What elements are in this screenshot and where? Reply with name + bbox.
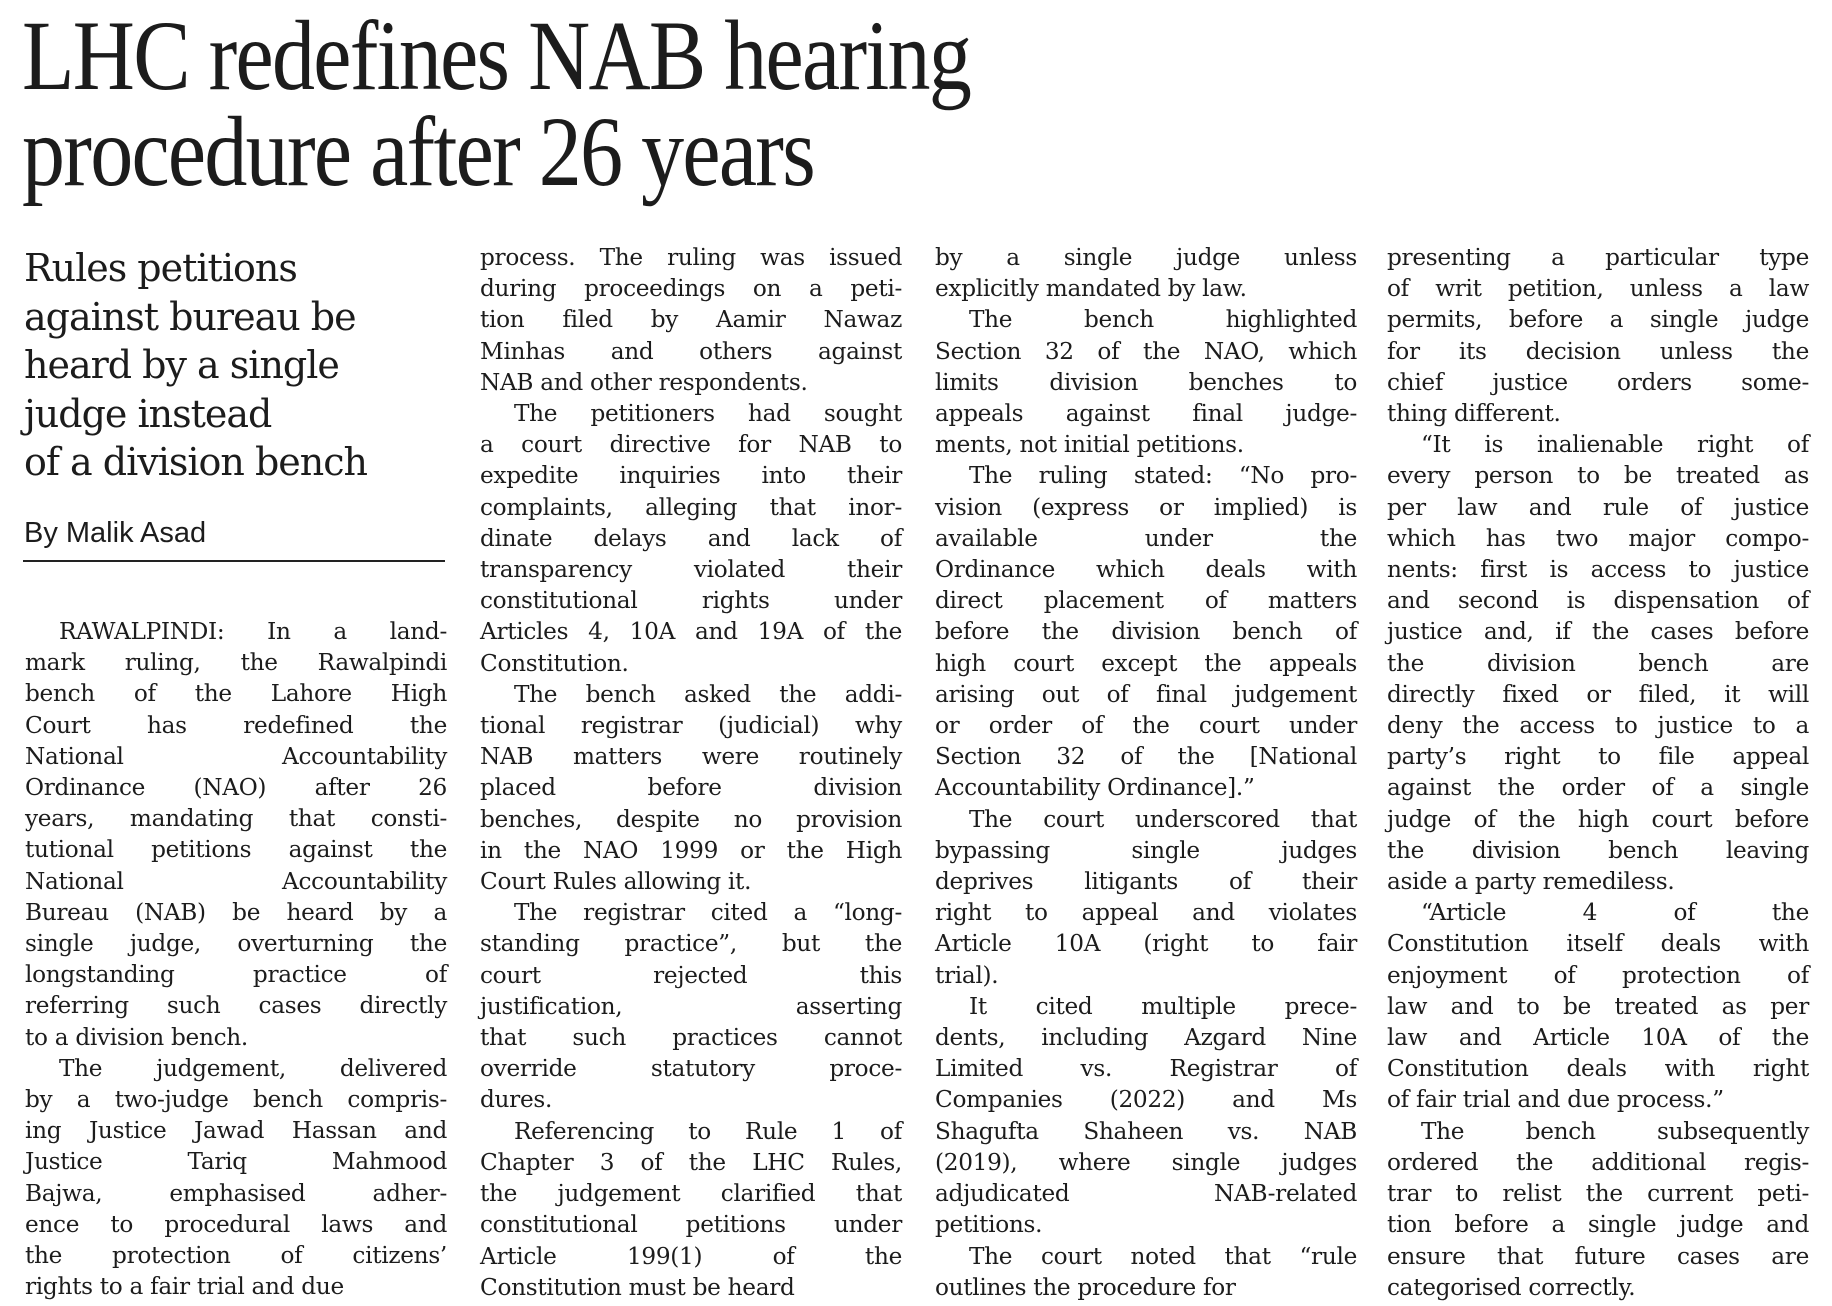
text-line: tion before a single judge and	[1387, 1211, 1809, 1239]
article-column-1	[25, 616, 447, 1302]
subheadline	[24, 244, 454, 487]
text-line: The court noted that “rule	[969, 1242, 1357, 1270]
paragraph	[25, 616, 447, 1053]
text-line: override statutory proce-	[480, 1055, 902, 1083]
text-line: longstanding practice of	[25, 961, 447, 989]
text-line: of fair trial and due process.”	[1387, 1086, 1724, 1114]
text-line: Article 199(1) of the	[480, 1242, 902, 1270]
text-line: tion filed by Aamir Nawaz	[480, 306, 902, 334]
text-line: aside a party remediless.	[1387, 868, 1675, 896]
text-line: deprives litigants of their	[935, 868, 1357, 896]
text-line: placed before division	[480, 774, 902, 802]
text-line: ence to procedural laws and	[25, 1210, 447, 1238]
text-line: mark ruling, the Rawalpindi	[25, 649, 447, 677]
text-line: that such practices cannot	[480, 1024, 902, 1052]
text-line: Constitution deals with right	[1387, 1055, 1809, 1083]
text-line: tutional petitions against the	[25, 836, 447, 864]
text-line: constitutional petitions under	[480, 1211, 902, 1239]
paragraph	[1387, 429, 1809, 897]
text-line: expedite inquiries into their	[480, 462, 902, 490]
text-line: ments, not initial petitions.	[935, 431, 1244, 459]
text-line: Court Rules allowing it.	[480, 868, 752, 896]
text-line: transparency violated their	[480, 556, 902, 584]
text-line: process. The ruling was issued	[480, 244, 902, 271]
text-line: chief justice orders some-	[1387, 368, 1809, 396]
text-line: Shagufta Shaheen vs. NAB	[935, 1117, 1357, 1145]
text-line: dinate delays and lack of	[480, 524, 902, 552]
text-line: National Accountability	[25, 867, 447, 895]
text-line: judge of the high court before	[1387, 805, 1809, 833]
text-line: high court except the appeals	[935, 649, 1357, 677]
text-line: Constitution must be heard	[480, 1273, 795, 1301]
text-line: directly fixed or filed, it will	[1387, 680, 1809, 708]
paragraph	[1387, 1116, 1809, 1303]
text-line: categorised correctly.	[1387, 1273, 1636, 1301]
text-line: The petitioners had sought	[514, 400, 902, 428]
paragraph	[935, 804, 1357, 991]
text-line: vision (express or implied) is	[935, 493, 1357, 521]
paragraph	[480, 398, 902, 679]
text-line: Court has redefined the	[25, 711, 447, 739]
paragraph	[935, 1241, 1357, 1303]
text-line: It cited multiple prece-	[969, 992, 1357, 1020]
text-line: which has two major compo-	[1387, 524, 1809, 552]
paragraph	[480, 242, 902, 398]
paragraph	[935, 460, 1357, 803]
text-line: The judgement, delivered	[59, 1054, 447, 1082]
text-line: by a single judge unless	[935, 244, 1357, 271]
text-line: before the division bench of	[935, 618, 1357, 646]
text-line: ing Justice Jawad Hassan and	[25, 1117, 447, 1145]
text-line: Constitution itself deals with	[1387, 930, 1809, 958]
text-line: to a division bench.	[25, 1023, 248, 1051]
paragraph	[935, 991, 1357, 1241]
paragraph	[1387, 897, 1809, 1115]
text-line: standing practice”, but the	[480, 930, 902, 958]
text-line: for its decision unless the	[1387, 337, 1809, 365]
subheadline-line: judge instead	[24, 391, 272, 436]
text-line: permits, before a single judge	[1387, 306, 1809, 334]
text-line: justification, asserting	[480, 992, 902, 1020]
text-line: law and to be treated as per	[1387, 992, 1809, 1020]
text-line: Constitution.	[480, 649, 629, 677]
text-line: every person to be treated as	[1387, 462, 1809, 490]
paragraph	[1387, 242, 1809, 429]
paragraph	[480, 897, 902, 1115]
text-line: law and Article 10A of the	[1387, 1024, 1809, 1052]
text-line: ordered the additional regis-	[1387, 1148, 1809, 1176]
text-line: dents, including Azgard Nine	[935, 1024, 1357, 1052]
text-line: Article 10A (right to fair	[935, 930, 1357, 958]
byline-divider	[23, 560, 445, 562]
text-line: Minhas and others against	[480, 337, 902, 365]
text-line: explicitly mandated by law.	[935, 275, 1247, 303]
text-line: against the order of a single	[1387, 774, 1809, 802]
text-line: dures.	[480, 1086, 553, 1114]
text-line: ensure that future cases are	[1387, 1242, 1809, 1270]
text-line: outlines the procedure for	[935, 1273, 1236, 1301]
text-line: arising out of final judgement	[935, 680, 1357, 708]
text-line: trar to relist the current peti-	[1387, 1180, 1809, 1208]
text-line: Bureau (NAB) be heard by a	[25, 898, 447, 926]
text-line: available under the	[935, 524, 1357, 552]
text-line: The bench asked the addi-	[514, 680, 902, 708]
text-line: nents: first is access to justice	[1387, 556, 1809, 584]
article-column-4	[1387, 242, 1809, 1303]
text-line: Limited vs. Registrar of	[935, 1055, 1357, 1083]
text-line: right to appeal and violates	[935, 899, 1357, 927]
text-line: bench of the Lahore High	[25, 680, 447, 708]
text-line: Section 32 of the [National	[935, 743, 1357, 771]
text-line: direct placement of matters	[935, 587, 1357, 615]
text-line: Accountability Ordinance].”	[935, 774, 1255, 802]
text-line: trial).	[935, 961, 999, 989]
subheadline-line: Rules petitions	[24, 246, 297, 290]
text-line: RAWALPINDI: In a land-	[59, 618, 447, 645]
text-line: the protection of citizens’	[25, 1242, 447, 1270]
text-line: deny the access to justice to a	[1387, 712, 1809, 740]
text-line: (2019), where single judges	[935, 1148, 1357, 1176]
text-line: a court directive for NAB to	[480, 431, 902, 459]
text-line: party’s right to file appeal	[1387, 743, 1809, 771]
paragraph	[935, 304, 1357, 460]
text-line: Section 32 of the NAO, which	[935, 337, 1357, 365]
text-line: thing different.	[1387, 400, 1561, 428]
text-line: constitutional rights under	[480, 587, 902, 615]
article-column-3	[935, 242, 1357, 1303]
subheadline-line: of a division bench	[24, 440, 367, 484]
text-line: by a two-judge bench compris-	[25, 1086, 447, 1114]
text-line: per law and rule of justice	[1387, 493, 1809, 521]
text-line: the division bench leaving	[1387, 836, 1809, 864]
headline	[22, 0, 1553, 207]
text-line: and second is dispensation of	[1387, 587, 1809, 615]
text-line: years, mandating that consti-	[25, 805, 447, 833]
text-line: or order of the court under	[935, 712, 1357, 740]
text-line: National Accountability	[25, 742, 447, 770]
text-line: single judge, overturning the	[25, 930, 447, 958]
text-line: The court underscored that	[969, 805, 1357, 833]
text-line: Companies (2022) and Ms	[935, 1086, 1357, 1114]
paragraph	[480, 1116, 902, 1303]
paragraph	[480, 679, 902, 897]
text-line: in the NAO 1999 or the High	[480, 836, 902, 864]
text-line: adjudicated NAB-related	[935, 1180, 1357, 1208]
byline: By Malik Asad	[24, 517, 207, 549]
text-line: “It is inalienable right of	[1421, 431, 1809, 459]
text-line: NAB matters were routinely	[480, 743, 902, 771]
headline-line-1: LHC redefines NAB hearing	[22, 0, 971, 111]
text-line: Justice Tariq Mahmood	[25, 1148, 447, 1176]
text-line: the judgement clarified that	[480, 1180, 902, 1208]
text-line: justice and, if the cases before	[1387, 618, 1809, 646]
text-line: the division bench are	[1387, 649, 1809, 677]
text-line: Bajwa, emphasised adher-	[25, 1179, 447, 1207]
text-line: bypassing single judges	[935, 836, 1357, 864]
text-line: appeals against final judge-	[935, 400, 1357, 428]
text-line: complaints, alleging that inor-	[480, 493, 902, 521]
text-line: The bench subsequently	[1421, 1117, 1809, 1145]
text-line: Ordinance (NAO) after 26	[25, 774, 447, 802]
text-line: Articles 4, 10A and 19A of the	[480, 618, 902, 646]
text-line: rights to a fair trial and due	[25, 1273, 344, 1301]
text-line: benches, despite no provision	[480, 805, 902, 833]
subheadline-line: against bureau be	[24, 294, 356, 339]
text-line: court rejected this	[480, 961, 902, 989]
text-line: enjoyment of protection of	[1387, 961, 1809, 989]
paragraph	[935, 242, 1357, 304]
text-line: “Article 4 of the	[1421, 899, 1809, 927]
text-line: referring such cases directly	[25, 992, 447, 1020]
text-line: during proceedings on a peti-	[480, 275, 902, 303]
text-line: limits division benches to	[935, 368, 1357, 396]
text-line: The bench highlighted	[969, 306, 1357, 334]
text-line: The ruling stated: “No pro-	[969, 462, 1357, 490]
text-line: petitions.	[935, 1211, 1043, 1239]
text-line: tional registrar (judicial) why	[480, 712, 902, 740]
paragraph	[25, 1053, 447, 1303]
text-line: Referencing to Rule 1 of	[514, 1117, 902, 1145]
text-line: presenting a particular type	[1387, 244, 1809, 271]
text-line: of writ petition, unless a law	[1387, 275, 1809, 303]
subheadline-line: heard by a single	[24, 343, 339, 387]
article-column-2	[480, 242, 902, 1303]
text-line: NAB and other respondents.	[480, 368, 808, 396]
text-line: Ordinance which deals with	[935, 556, 1357, 584]
text-line: Chapter 3 of the LHC Rules,	[480, 1148, 902, 1176]
headline-line-2: procedure after 26 years	[22, 96, 814, 207]
text-line: The registrar cited a “long-	[514, 899, 902, 927]
